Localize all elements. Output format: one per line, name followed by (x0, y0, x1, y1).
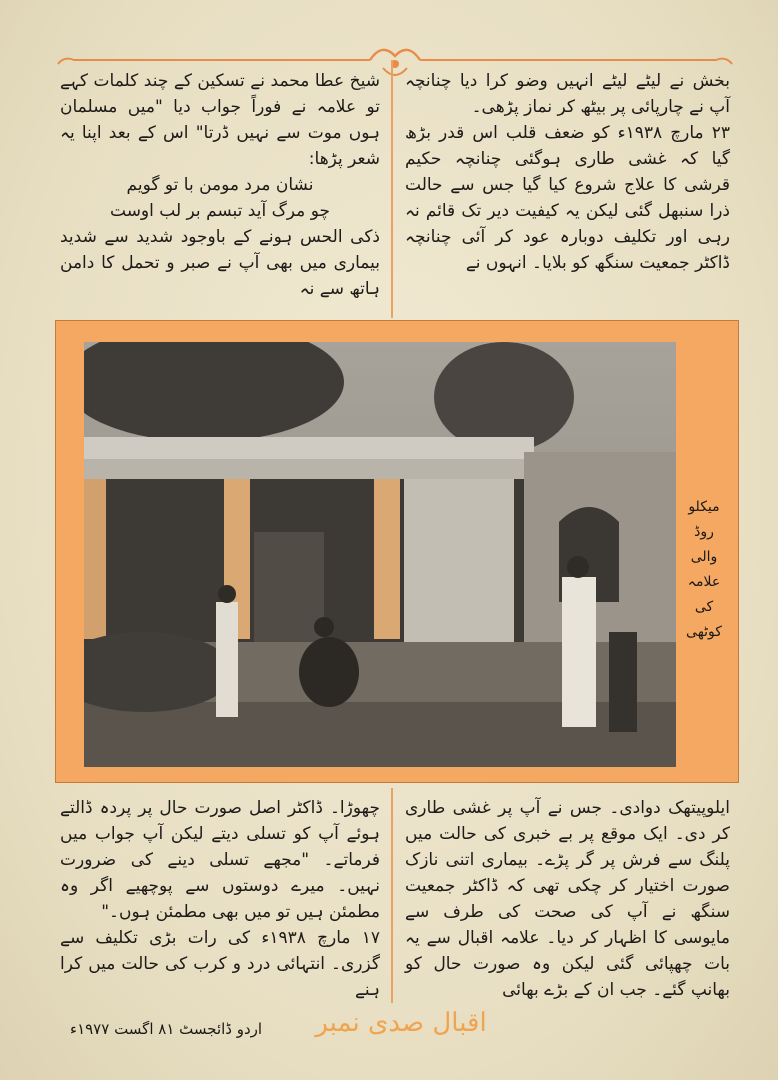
column-top-left (60, 68, 380, 302)
verse-line: نشان مرد مومن با تو گویم (126, 175, 314, 195)
footer-issue-title: اقبال صدی نمبر (315, 1008, 487, 1038)
caption-line: کی (694, 599, 714, 615)
column-divider-bottom (391, 788, 393, 1003)
caption-line: کوٹھی (686, 624, 722, 640)
paragraph: ۲۳ مارچ ۱۹۳۸ء کو ضعف قلب اس قدر بڑھ گیا کہ غشی طاری ہوگئی چنانچہ حکیم قرشی کا علاج شروع کیا گیا جس سے حالت ذرا سنبھل گئی لیکن یہ کیفیت دیر تک قائم نہ رہی اور تکلیف دوبارہ عود کر آئی چنانچہ ڈاکٹر جمعیت سنگھ کو بلایا۔ انہوں نے (405, 123, 730, 273)
house-photo-illustration (84, 342, 676, 767)
paragraph: بخش نے لیٹے لیٹے انہیں وضو کرا دیا چنانچہ آپ نے چارپائی پر بیٹھ کر نماز پڑھی۔ (405, 71, 730, 117)
paragraph: چھوڑا۔ ڈاکٹر اصل صورت حال پر پردہ ڈالتے ہوئے آپ کو تسلی دیتے لیکن آپ جواب میں فرماتے۔ "مجھے تسلی دینے کی ضرورت نہیں۔ میرے دوستوں سے پوچھیے اگر وہ مطمئن ہیں تو میں بھی مطمئن ہوں۔" (60, 798, 380, 922)
house-photograph (84, 342, 676, 767)
caption-line: روڈ (694, 524, 714, 540)
paragraph: ایلوپیتھک دوادی۔ جس نے آپ پر غشی طاری کر دی۔ ایک موقع پر بے خبری کی حالت میں پلنگ سے فرش پر گر پڑے۔ بیماری اتنی نازک صورت اختیار کر چکی تھی کہ ڈاکٹر جمعیت سنگھ نے آپ کی صحت کی طرف سے مایوسی کا اظہار کر دیا۔ علامہ اقبال سے یہ بات چھپائی گئی لیکن وہ صورت حال کو بھانپ گئے۔ جب ان کے بڑے بھائی (405, 798, 730, 1000)
column-bottom-left (60, 795, 380, 1003)
caption-line: میکلو (688, 499, 720, 515)
paragraph: ۱۷ مارچ ۱۹۳۸ء کی رات بڑی تکلیف سے گزری۔ انتہائی درد و کرب کی حالت میں کرا ہنے (60, 928, 381, 1000)
photo-caption (684, 495, 724, 645)
footer-magazine-info: اردو ڈائجسٹ ۸۱ اگست ۱۹۷۷ء (70, 1020, 263, 1038)
column-bottom-right (405, 795, 730, 1003)
column-top-right (405, 68, 730, 276)
paragraph: شیخ عطا محمد نے تسکین کے چند کلمات کہے تو علامہ نے فوراً جواب دیا "میں مسلمان ہوں موت سے نہیں ڈرتا" اس کے بعد اپنا یہ شعر پڑھا: (60, 71, 380, 169)
caption-line: علامہ (687, 574, 721, 590)
paragraph: ذکی الحس ہونے کے باوجود شدید سے شدید بیماری میں بھی آپ نے صبر و تحمل کا دامن ہاتھ سے نہ (60, 227, 380, 299)
verse-line: چو مرگ آید تبسم بر لب اوست (110, 201, 330, 221)
column-divider-top (391, 60, 393, 318)
caption-line: والی (690, 549, 718, 565)
